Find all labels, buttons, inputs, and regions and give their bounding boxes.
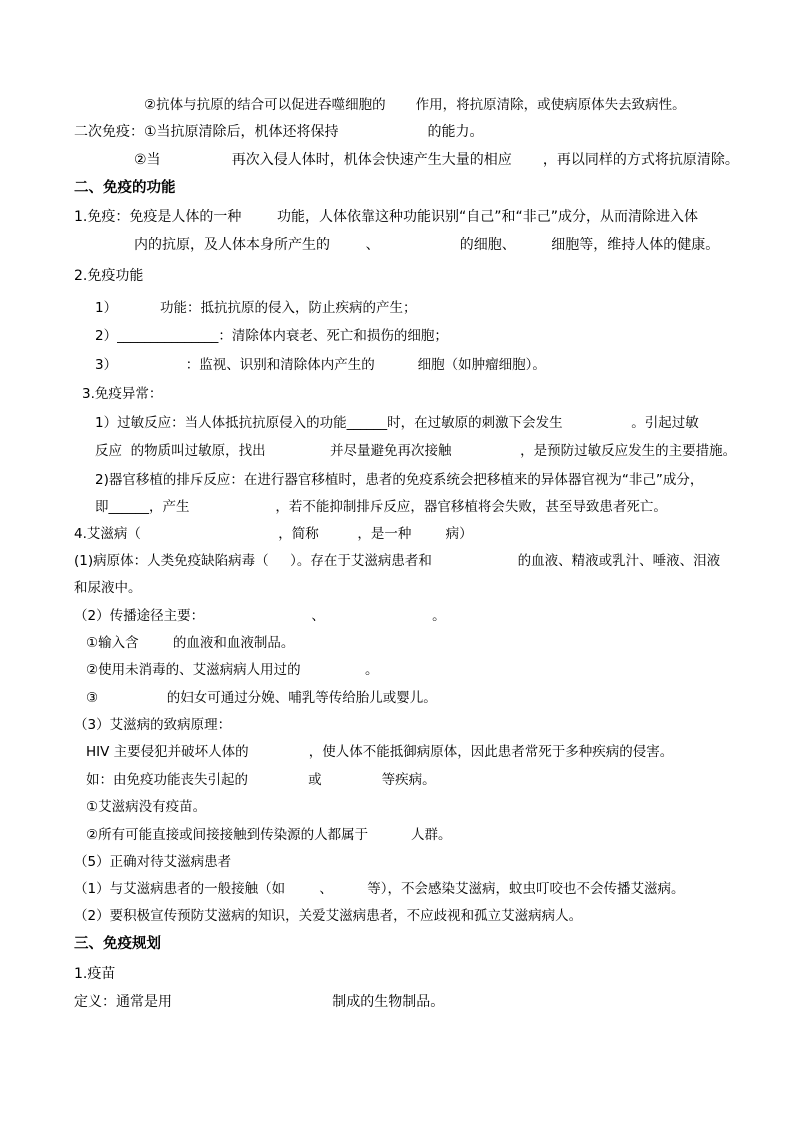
- text-line: (1)病原体：人类免疫缺陷病毒（ ）。存在于艾滋病患者和 的血液、精液或乳汁、唾液、泪液: [74, 553, 721, 569]
- text-line: HIV 主要侵犯并破坏人体的 ，使人体不能抵御病原体，因此患者常死于多种疾病的侵害。: [86, 744, 674, 760]
- text-line: 和尿液中。: [74, 580, 142, 596]
- text-line: （2）传播途径主要： 、 。: [74, 608, 446, 624]
- text-line: （2）要积极宣传预防艾滋病的知识，关爱艾滋病患者，不应歧视和孤立艾滋病病人。: [74, 908, 583, 924]
- text-line: 1）过敏反应：当人体抵抗抗原侵入的功能______时，在过敏原的刺激下会发生 。引起过敏: [95, 415, 699, 431]
- text-line: ①艾滋病没有疫苗。: [86, 799, 207, 815]
- text-line: （3）艾滋病的致病原理：: [74, 717, 232, 733]
- text-line: ③ 的妇女可通过分娩、哺乳等传给胎儿或婴儿。: [86, 690, 437, 706]
- text-line: 3） ：监视、识别和清除体内产生的 细胞（如肿瘤细胞）。: [95, 357, 546, 373]
- text-line: 定义：通常是用 制成的生物制品。: [74, 994, 445, 1010]
- text-line: ②使用未消毒的、艾滋病病人用过的 。: [86, 662, 379, 678]
- text-line: ②抗体与抗原的结合可以促进吞噬细胞的 作用，将抗原清除，或使病原体失去致病性。: [144, 97, 686, 113]
- text-line: 二次免疫：①当抗原清除后，机体还将保持 的能力。: [74, 124, 484, 140]
- text-line: ①输入含 的血液和血液制品。: [86, 635, 295, 651]
- text-line: 1.免疫：免疫是人体的一种 功能，人体依靠这种功能识别“自己”和“非己”成分，从而清除进入体: [74, 209, 698, 225]
- text-line: 2.免疫功能: [74, 268, 144, 284]
- text-line: ②所有可能直接或间接接触到传染源的人都属于 人群。: [86, 827, 452, 843]
- text-line: ②当 再次入侵人体时，机体会快速产生大量的相应 ，再以同样的方式将抗原清除。: [134, 152, 739, 168]
- text-line: （5）正确对待艾滋病患者: [74, 854, 232, 870]
- text-line: （1）与艾滋病患者的一般接触（如 、 等），不会感染艾滋病，蚊虫叮咬也不会传播艾滋病。: [74, 881, 685, 897]
- text-line: 2)器官移植的排斥反应：在进行器官移植时，患者的免疫系统会把移植来的异体器官视为“非己”成分，: [95, 472, 704, 488]
- text-line: 即______，产生 ，若不能抑制排斥反应，器官移植将会失败，甚至导致患者死亡。: [95, 499, 667, 515]
- section-heading: 三、免疫规划: [74, 936, 161, 952]
- text-line: 2）_______________：清除体内衰老、死亡和损伤的细胞；: [95, 328, 448, 344]
- text-line: 内的抗原，及人体本身所产生的 、 的细胞、 细胞等，维持人体的健康。: [134, 237, 720, 253]
- text-line: 反应 的物质叫过敏原，找出 并尽量避免再次接触 ，是预防过敏反应发生的主要措施。: [95, 443, 737, 459]
- text-line: 4.艾滋病（ ，简称 ，是一种 病）: [74, 526, 473, 542]
- text-line: 如：由免疫功能丧失引起的 或 等疾病。: [86, 772, 436, 788]
- text-line: 3.免疫异常：: [82, 386, 163, 402]
- text-line: 1.疫苗: [74, 966, 116, 982]
- section-heading: 二、免疫的功能: [74, 180, 176, 196]
- text-line: 1） 功能：抵抗抗原的侵入，防止疾病的产生；: [95, 300, 417, 316]
